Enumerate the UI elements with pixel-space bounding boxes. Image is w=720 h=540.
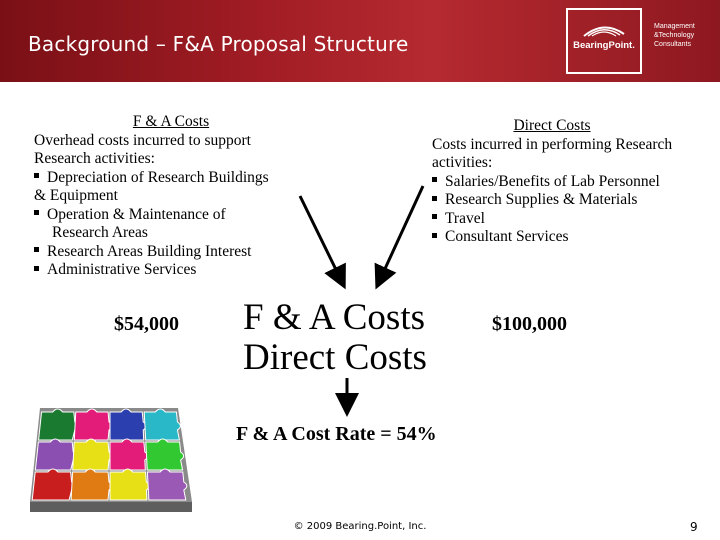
fa-costs-desc-line: Research activities: [34,150,155,167]
list-item-continuation: Research Areas [52,224,148,241]
direct-costs-desc-line: Costs incurred in performing Research [432,135,673,153]
direct-costs-heading: Direct Costs [513,117,591,134]
logo-tagline-line: &Technology [654,32,695,39]
direct-amount: $100,000 [492,313,567,335]
list-item-text: Research Areas Building Interest [47,242,252,260]
puzzle-piece [39,409,78,440]
slide-title: Background – F&A Proposal Structure [28,32,409,56]
list-item-text: Research Supplies & Materials [445,191,638,208]
list-item-text: Operation & Maintenance of [47,205,226,223]
fraction-numerator: F & A Costs [243,297,426,338]
fraction-denominator: Direct Costs [243,337,427,378]
fa-costs-desc-line: Overhead costs incurred to support [34,131,251,149]
logo-tagline-line: Consultants [654,41,691,48]
puzzle-piece [74,409,112,440]
logo-wordmark: BearingPoint. [573,40,635,51]
puzzle-piece [110,409,146,440]
puzzle-piece [146,439,184,470]
fa-cost-rate: F & A Cost Rate = 54% [236,423,437,445]
puzzle-piece [71,469,112,500]
puzzle-piece [73,439,112,470]
page-number: 9 [690,520,698,534]
list-item-text: Administrative Services [47,261,197,278]
list-item-text: Travel [445,209,485,227]
footer-copyright: © 2009 Bearing.Point, Inc. [293,521,427,532]
puzzle-piece [110,439,148,470]
puzzle-piece [110,469,149,500]
fa-costs-heading: F & A Costs [132,113,210,130]
fa-amount: $54,000 [114,313,179,335]
puzzle-piece [147,469,186,500]
direct-costs-desc-line: activities: [432,154,493,171]
list-item-continuation: & Equipment [34,187,118,204]
list-item-text: Salaries/Benefits of Lab Personnel [445,172,660,190]
puzzle-piece [35,439,76,470]
puzzle-piece [32,469,74,500]
logo-tagline-line: Management [654,23,695,30]
list-item-text: Depreciation of Research Buildings [47,168,269,186]
list-item-text: Consultant Services [445,228,569,245]
puzzle-piece [144,409,180,440]
